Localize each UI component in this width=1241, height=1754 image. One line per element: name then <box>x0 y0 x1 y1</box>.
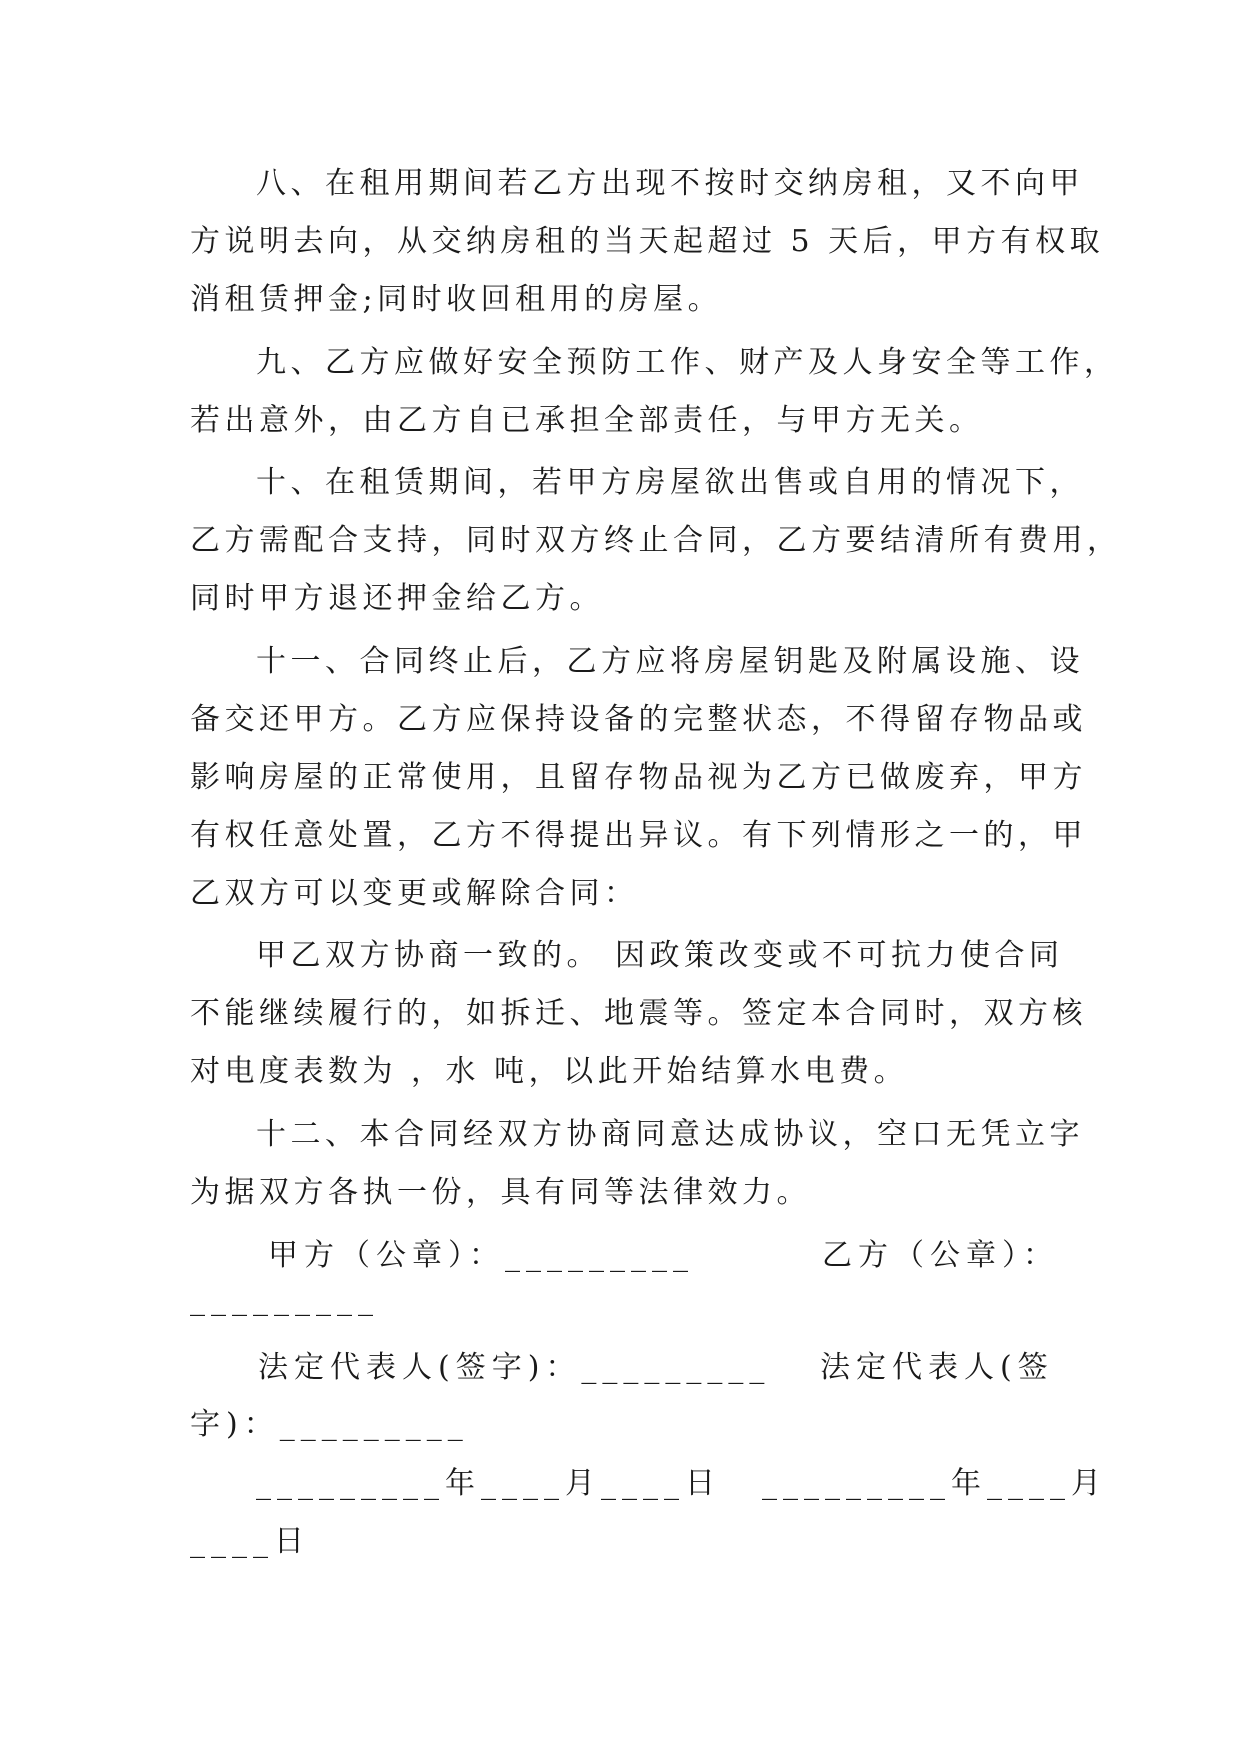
party-a-representative: 法定代表人(签字)：_________ <box>258 1350 771 1385</box>
party-b-seal-blank: _________ <box>190 1282 379 1317</box>
party-a-date: _________年____月____日 <box>256 1466 721 1501</box>
clause-11b-line-2: 不能继续履行的，如拆迁、地震等。签定本合同时，双方核 <box>190 996 1087 1031</box>
clause-8-line-1: 八、在租用期间若乙方出现不按时交纳房租，又不向甲 <box>256 166 1084 201</box>
clause-10-line-1: 十、在租赁期间，若甲方房屋欲出售或自用的情况下， <box>256 465 1084 500</box>
clause-12-line-2: 为据双方各执一份，具有同等法律效力。 <box>190 1175 811 1210</box>
clause-10-line-2: 乙方需配合支持，同时双方终止合同，乙方要结清所有费用， <box>190 523 1122 558</box>
clause-11b-line-1: 甲乙双方协商一致的。 因政策改变或不可抗力使合同 <box>256 938 1064 973</box>
party-b-seal: 乙方（公章）： <box>822 1238 1059 1273</box>
party-b-representative-end: 字)：_________ <box>190 1407 469 1442</box>
clause-11-line-2: 备交还甲方。乙方应保持设备的完整状态，不得留存物品或 <box>190 702 1087 737</box>
clause-12-line-1: 十二、本合同经双方协商同意达成协议，空口无凭立字 <box>256 1117 1084 1152</box>
clause-8-line-3: 消租赁押金;同时收回租用的房屋。 <box>190 282 723 317</box>
party-a-seal: 甲方（公章）：_________ <box>268 1238 694 1273</box>
clause-9-line-2: 若出意外，由乙方自已承担全部责任，与甲方无关。 <box>190 403 984 438</box>
party-b-representative-start: 法定代表人(签 <box>820 1350 1054 1385</box>
clause-9-line-1: 九、乙方应做好安全预防工作、财产及人身安全等工作， <box>256 345 1119 380</box>
clause-11-line-3: 影响房屋的正常使用，且留存物品视为乙方已做废弃，甲方 <box>190 760 1087 795</box>
clause-11-line-4: 有权任意处置，乙方不得提出异议。有下列情形之一的，甲 <box>190 818 1087 853</box>
clause-10-line-3: 同时甲方退还押金给乙方。 <box>190 581 604 616</box>
party-b-date-start: _________年____月 <box>762 1466 1107 1501</box>
party-b-date-end: ____日 <box>190 1524 310 1559</box>
clause-8-line-2: 方说明去向，从交纳房租的当天起超过 5 天后，甲方有权取 <box>190 224 1105 259</box>
clause-11-line-5: 乙双方可以变更或解除合同： <box>190 876 639 911</box>
clause-11b-line-3: 对电度表数为 ，水 吨，以此开始结算水电费。 <box>190 1054 909 1089</box>
clause-11-line-1: 十一、合同终止后，乙方应将房屋钥匙及附属设施、设 <box>256 644 1084 679</box>
